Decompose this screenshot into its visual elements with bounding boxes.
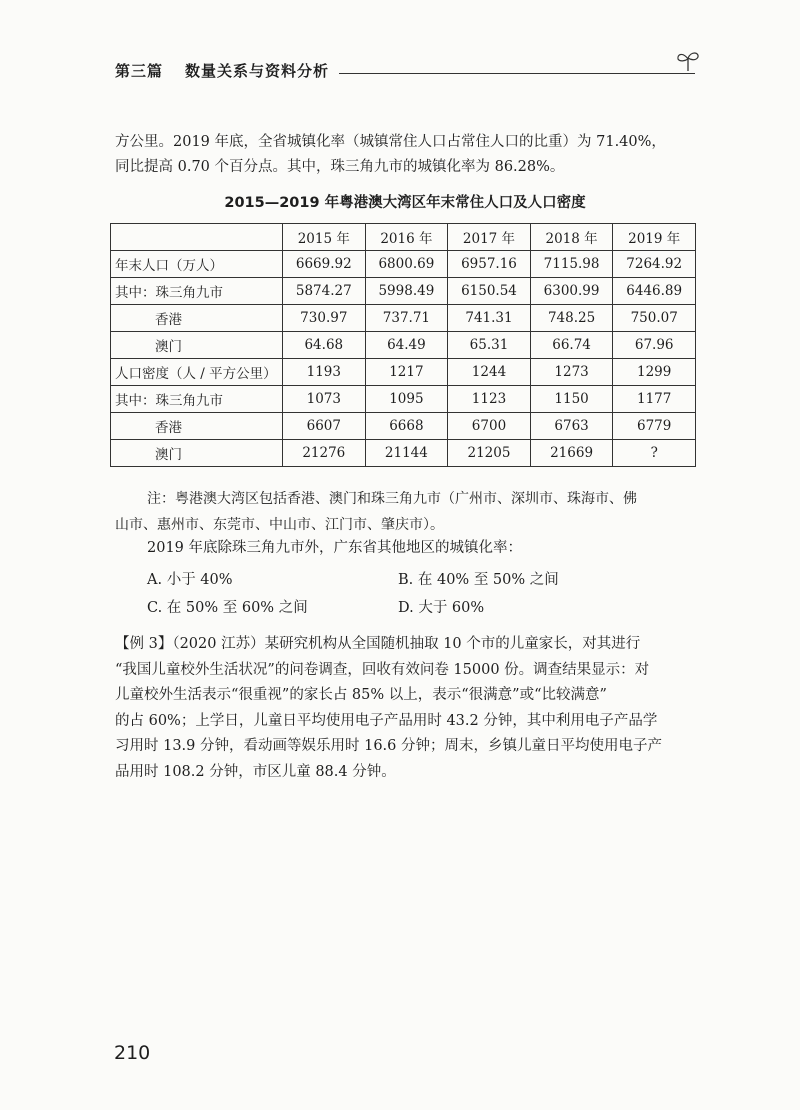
option-c[interactable]: C. 在 50% 至 60% 之间 (147, 600, 308, 616)
example-line: 的占 60%；上学日，儿童日平均使用电子产品用时 43.2 分钟，其中利用电子产品学 (115, 712, 658, 729)
cell: 748.25 (530, 305, 613, 332)
cell: 21276 (283, 440, 366, 467)
cell: 1073 (283, 386, 366, 413)
row-label: 年末人口（万人） (111, 251, 283, 278)
note-line: 注：粤港澳大湾区包括香港、澳门和珠三角九市（广州市、深圳市、珠海市、佛 (147, 491, 637, 507)
header-cell (111, 224, 283, 251)
cell: 21205 (448, 440, 531, 467)
option-a[interactable]: A. 小于 40% (147, 572, 233, 588)
header-cell: 2018 年 (530, 224, 613, 251)
header-cell: 2019 年 (613, 224, 696, 251)
table-title: 2015—2019 年粤港澳大湾区年末常住人口及人口密度 (224, 195, 586, 211)
example-line: 习用时 13.9 分钟，看动画等娱乐用时 16.6 分钟；周末，乡镇儿童日平均使用电子产 (115, 738, 663, 754)
row-label: 香港 (111, 413, 283, 440)
row-label: 人口密度（人 / 平方公里） (111, 359, 283, 386)
cell: 6300.99 (530, 278, 613, 305)
option-d[interactable]: D. 大于 60% (398, 600, 485, 616)
cell: 67.96 (613, 332, 696, 359)
cell: 1244 (448, 359, 531, 386)
cell: 6668 (365, 413, 448, 440)
table-row (111, 413, 696, 440)
cell: 1095 (365, 386, 448, 413)
cell: 64.49 (365, 332, 448, 359)
header-cell: 2017 年 (448, 224, 531, 251)
example-line: “我国儿童校外生活状况”的问卷调查，回收有效问卷 15000 份。调查结果显示：对 (115, 661, 650, 678)
row-label: 其中：珠三角九市 (111, 278, 283, 305)
cell: 730.97 (283, 305, 366, 332)
page-header (115, 58, 695, 82)
cell: 1193 (283, 359, 366, 386)
cell: 6150.54 (448, 278, 531, 305)
table-note (115, 486, 699, 538)
cell: 737.71 (365, 305, 448, 332)
cell: 7264.92 (613, 251, 696, 278)
cell: 1123 (448, 386, 531, 413)
cell: 6446.89 (613, 278, 696, 305)
cell: 66.74 (530, 332, 613, 359)
cell: 741.31 (448, 305, 531, 332)
row-label: 澳门 (111, 332, 283, 359)
cell: 6800.69 (365, 251, 448, 278)
example-line: 儿童校外生活表示“很重视”的家长占 85% 以上，表示“很满意”或“比较满意” (115, 687, 607, 703)
cell: 65.31 (448, 332, 531, 359)
cell: 6669.92 (283, 251, 366, 278)
row-label: 其中：珠三角九市 (111, 386, 283, 413)
note-line: 山市、惠州市、东莞市、中山市、江门市、肇庆市）。 (115, 517, 444, 533)
option-b[interactable]: B. 在 40% 至 50% 之间 (398, 572, 559, 588)
header-cell: 2016 年 (365, 224, 448, 251)
question-text: 2019 年底除珠三角九市外，广东省其他地区的城镇化率： (147, 540, 523, 556)
table-row (111, 278, 696, 305)
cell: 21669 (530, 440, 613, 467)
cell: 1177 (613, 386, 696, 413)
cell: 6779 (613, 413, 696, 440)
table-row (111, 386, 696, 413)
sprout-icon (675, 50, 701, 76)
row-label: 澳门 (111, 440, 283, 467)
example-line: 【例 3】（2020 江苏）某研究机构从全国随机抽取 10 个市的儿童家长，对其进行 (115, 636, 641, 652)
table-row (111, 251, 696, 278)
page-number: 210 (114, 1042, 151, 1064)
cell: 21144 (365, 440, 448, 467)
cell: 1217 (365, 359, 448, 386)
population-table (110, 223, 696, 467)
table-row (111, 440, 696, 467)
header-rule (339, 73, 695, 74)
table-header-row (111, 224, 696, 251)
cell: 6700 (448, 413, 531, 440)
cell: 1299 (613, 359, 696, 386)
intro-line: 方公里。2019 年底，全省城镇化率（城镇常住人口占常住人口的比重）为 71.40%， (115, 134, 666, 150)
cell: 6607 (283, 413, 366, 440)
example-line: 品用时 108.2 分钟，市区儿童 88.4 分钟。 (115, 763, 396, 780)
cell: 5874.27 (283, 278, 366, 305)
cell: 6957.16 (448, 251, 531, 278)
cell: 1273 (530, 359, 613, 386)
header-cell: 2015 年 (283, 224, 366, 251)
cell: 64.68 (283, 332, 366, 359)
section-title: 数量关系与资料分析 (185, 61, 330, 80)
cell: 1150 (530, 386, 613, 413)
example-3-paragraph (115, 632, 697, 785)
cell: 7115.98 (530, 251, 613, 278)
intro-line: 同比提高 0.70 个百分点。其中，珠三角九市的城镇化率为 86.28%。 (115, 159, 565, 175)
cell: 750.07 (613, 305, 696, 332)
row-label: 香港 (111, 305, 283, 332)
cell: ? (613, 440, 696, 467)
part-label: 第三篇 (115, 61, 164, 80)
cell: 6763 (530, 413, 613, 440)
table-row (111, 359, 696, 386)
cell: 5998.49 (365, 278, 448, 305)
intro-paragraph (115, 130, 697, 180)
table-row (111, 332, 696, 359)
table-row (111, 305, 696, 332)
